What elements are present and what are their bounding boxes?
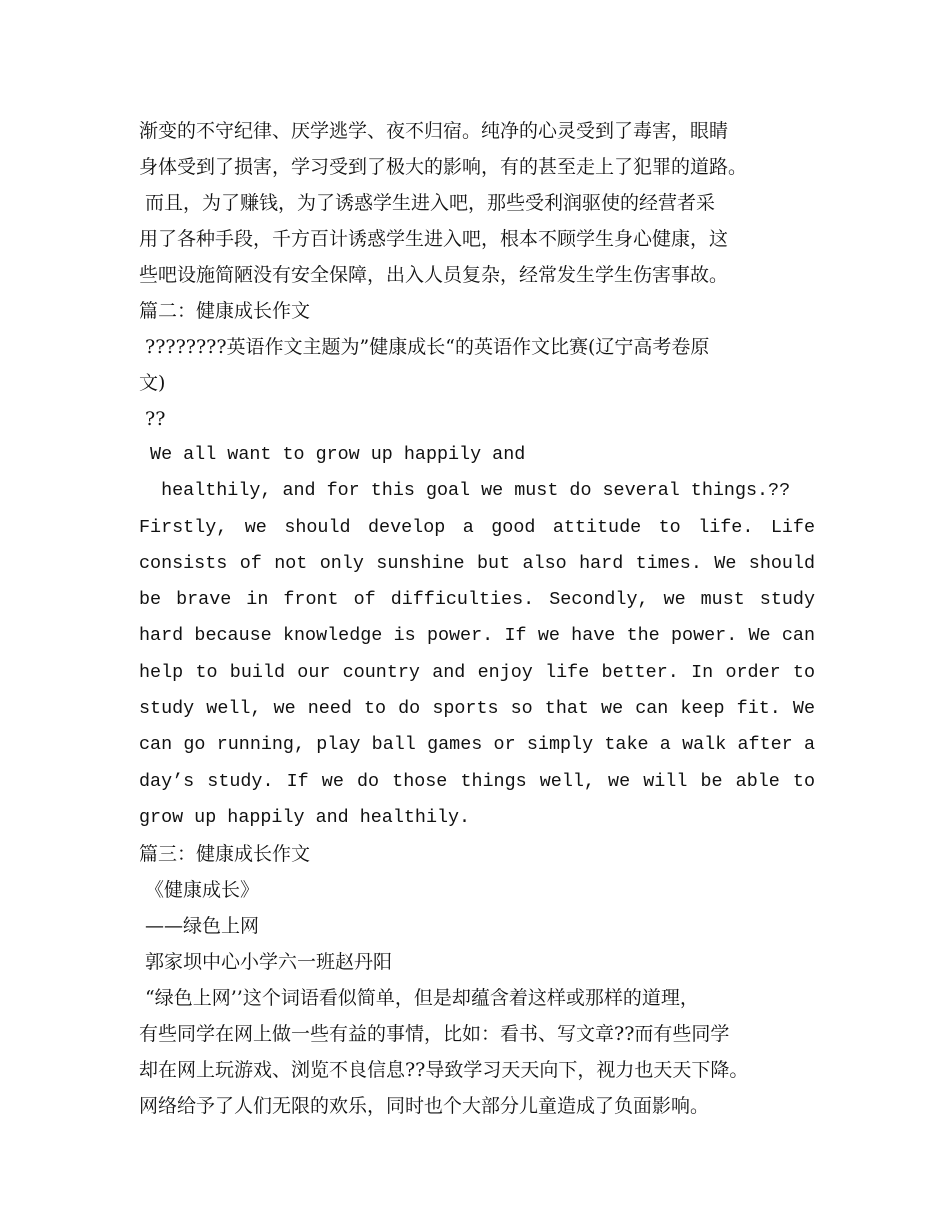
- document-page: [139, 113, 815, 1124]
- english-text-line: can go running, play ball games or simply take a walk after a: [139, 734, 815, 756]
- section-heading: 篇三：健康成长作文: [139, 843, 311, 866]
- english-text-line: grow up happily and healthily.: [139, 806, 471, 828]
- english-text-line: study well, we need to do sports so that we can keep fit. We: [139, 698, 815, 720]
- english-text-line: hard because knowledge is power. If we have the power. We can: [139, 625, 815, 647]
- essay-subtitle: ——绿色上网: [139, 915, 260, 938]
- english-text-line: consists of not only sunshine but also hard times. We should: [139, 552, 815, 574]
- text-line: ??: [139, 408, 166, 430]
- text-line: 网络给予了人们无限的欢乐，同时也个大部分儿童造成了负面影响。: [139, 1095, 710, 1118]
- text-line: 身体受到了损害，学习受到了极大的影响，有的甚至走上了犯罪的道路。: [139, 156, 748, 178]
- text-line: 渐变的不守纪律、厌学逃学、夜不归宿。纯净的心灵受到了毒害，眼睛: [139, 120, 729, 142]
- english-text-line: day’s study. If we do those things well, we will be able to: [139, 770, 815, 792]
- text-line: ????????英语作文主题为”健康成长“的英语作文比赛(辽宁高考卷原: [139, 336, 710, 358]
- essay-author: 郭家坝中心小学六一班赵丹阳: [139, 951, 393, 974]
- english-text-line: healthily, and for this goal we must do several things.??: [139, 480, 791, 502]
- text-line: “绿色上网’’这个词语看似简单，但是却蕴含着这样或那样的道理，: [139, 987, 699, 1010]
- text-line: 有些同学在网上做一些有益的事情，比如：看书、写文章??而有些同学: [139, 1023, 730, 1046]
- english-text-line: be brave in front of difficulties. Secondly, we must study: [139, 589, 815, 611]
- text-line: 用了各种手段，千方百计诱惑学生进入吧，根本不顾学生身心健康，这: [139, 228, 729, 250]
- text-line: 而且，为了赚钱，为了诱惑学生进入吧，那些受利润驱使的经营者采: [139, 192, 716, 214]
- text-line: 却在网上玩游戏、浏览不良信息??导致学习天天向下，视力也天天下降。: [139, 1059, 749, 1082]
- english-text-line: Firstly, we should develop a good attitude to life. Life: [139, 516, 815, 538]
- english-text-line: help to build our country and enjoy life better. In order to: [139, 661, 815, 683]
- text-line: 些吧设施简陋没有安全保障，出入人员复杂，经常发生学生伤害事故。: [139, 264, 729, 286]
- text-line: 文): [139, 372, 166, 394]
- english-text-line: We all want to grow up happily and: [139, 444, 526, 465]
- section-heading: 篇二：健康成长作文: [139, 300, 311, 322]
- essay-title: 《健康成长》: [139, 879, 260, 902]
